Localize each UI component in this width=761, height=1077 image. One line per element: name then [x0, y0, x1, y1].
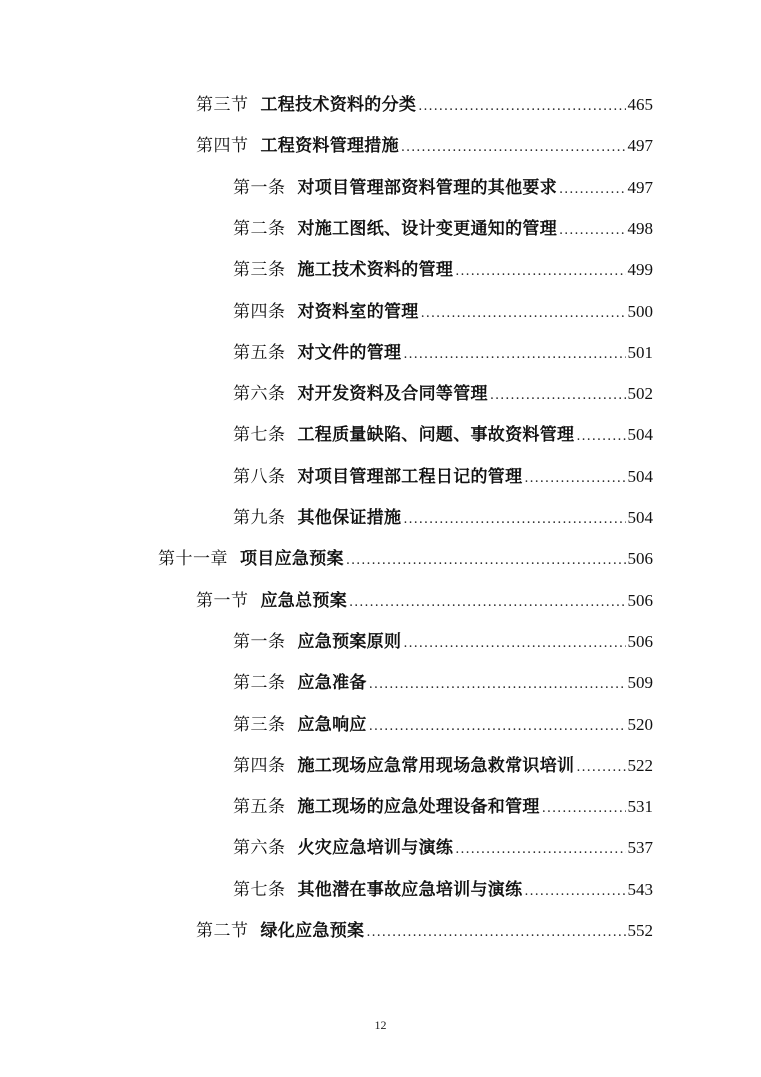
toc-entry-label: 第二条: [233, 673, 286, 694]
toc-entry[interactable]: [233, 875, 653, 905]
toc-entry-page: 497: [627, 136, 653, 156]
toc-entry[interactable]: [233, 751, 653, 781]
toc-entry-label: 第九条: [233, 508, 286, 528]
toc-entry-title: 施工技术资料的管理: [297, 260, 454, 281]
dot-leader: [455, 257, 625, 287]
dot-leader: [542, 794, 626, 824]
toc-entry-label: 第五条: [233, 342, 286, 363]
toc-entry-page: 531: [627, 797, 653, 817]
toc-entry-page: 502: [627, 384, 653, 404]
toc-entry[interactable]: [233, 792, 653, 822]
toc-entry-title: 其他保证措施: [297, 508, 402, 528]
toc-entry-title: 对开发资料及合同等管理: [297, 384, 488, 405]
toc-entry-label: 第一条: [233, 631, 286, 652]
toc-entry[interactable]: [233, 627, 653, 657]
dot-leader: [421, 299, 626, 329]
toc-entry-label: 第七条: [233, 425, 286, 446]
toc-entry-label: 第二条: [233, 218, 286, 239]
toc-entry[interactable]: [196, 916, 653, 946]
toc-entry-title: 其他潜在事故应急培训与演练: [297, 879, 523, 900]
toc-entry-label: 第一条: [233, 177, 286, 198]
dot-leader: [403, 340, 625, 370]
toc-entry[interactable]: [233, 297, 653, 327]
toc-entry-label: 第十一章: [158, 549, 228, 570]
toc-entry-page: 504: [627, 508, 653, 527]
toc-entry-title: 绿化应急预案: [260, 921, 365, 941]
toc-entry[interactable]: [233, 420, 653, 450]
toc-entry[interactable]: [233, 462, 653, 492]
toc-entry-page: 506: [627, 631, 653, 651]
toc-entry[interactable]: [196, 90, 653, 120]
toc-entry-title: 应急响应: [297, 714, 367, 735]
dot-leader: [403, 629, 625, 659]
toc-entry-page: 506: [627, 549, 653, 569]
dot-leader: [576, 422, 625, 452]
toc-entry-title: 工程技术资料的分类: [260, 95, 417, 115]
toc-entry[interactable]: [158, 544, 653, 574]
toc-entry[interactable]: [233, 379, 653, 409]
toc-entry-title: 对项目管理部工程日记的管理: [297, 466, 523, 487]
dot-leader: [455, 835, 625, 865]
dot-leader: [346, 546, 626, 576]
toc-entry-page: 498: [627, 218, 653, 238]
toc-entry[interactable]: [233, 710, 653, 740]
toc-entry-title: 对资料室的管理: [297, 301, 419, 322]
toc-entry-title: 应急准备: [297, 673, 367, 694]
dot-leader: [418, 92, 625, 122]
toc-entry-page: 520: [627, 714, 653, 734]
toc-entry[interactable]: [233, 668, 653, 698]
toc-entry-page: 499: [627, 260, 653, 280]
toc-entry-title: 火灾应急培训与演练: [297, 838, 454, 859]
toc-entry[interactable]: [233, 173, 653, 203]
toc-entry-title: 对项目管理部资料管理的其他要求: [297, 177, 557, 198]
toc-entry-title: 应急预案原则: [297, 631, 402, 652]
dot-leader: [369, 712, 626, 742]
toc-entry-page: 497: [627, 177, 653, 197]
toc-entry-title: 施工现场应急常用现场急救常识培训: [297, 755, 575, 776]
toc-entry-page: 506: [627, 590, 653, 610]
toc-entry-title: 工程资料管理措施: [260, 136, 399, 157]
dot-leader: [576, 753, 625, 783]
toc-entry-title: 对文件的管理: [297, 342, 402, 363]
dot-leader: [401, 133, 626, 163]
dot-leader: [559, 216, 626, 246]
toc-entry[interactable]: [233, 833, 653, 863]
dot-leader: [490, 381, 626, 411]
toc-entry[interactable]: [196, 586, 653, 616]
toc-entry-label: 第三节: [196, 95, 249, 115]
toc-entry-label: 第二节: [196, 921, 249, 941]
toc-entry-label: 第八条: [233, 466, 286, 487]
toc-entry-page: 501: [627, 342, 653, 362]
dot-leader: [369, 670, 626, 700]
toc-entry-label: 第三条: [233, 714, 286, 735]
toc-entry-label: 第三条: [233, 260, 286, 281]
toc-entry-label: 第六条: [233, 838, 286, 859]
toc-entry-label: 第七条: [233, 879, 286, 900]
toc-entry-title: 应急总预案: [260, 590, 347, 611]
toc-entry-title: 项目应急预案: [240, 549, 344, 570]
toc-entry-page: 543: [627, 879, 653, 899]
toc-entry-page: 500: [627, 301, 653, 321]
toc-entry-page: 537: [627, 838, 653, 858]
toc-entry-page: 522: [627, 755, 653, 775]
dot-leader: [403, 505, 625, 535]
toc-entry-page: 504: [627, 425, 653, 445]
toc-entry-page: 509: [627, 673, 653, 693]
dot-leader: [366, 918, 625, 948]
dot-leader: [559, 175, 626, 205]
toc-entry-title: 对施工图纸、设计变更通知的管理: [297, 218, 557, 239]
toc-entry-label: 第一节: [196, 590, 249, 611]
toc-entry-label: 第五条: [233, 797, 286, 818]
dot-leader: [524, 464, 625, 494]
toc-entry-page: 465: [627, 95, 653, 114]
toc-entry-page: 504: [627, 466, 653, 486]
toc-entry-label: 第六条: [233, 384, 286, 405]
toc-entry-title: 施工现场的应急处理设备和管理: [297, 797, 540, 818]
toc-entry[interactable]: [233, 214, 653, 244]
toc-entry-label: 第四节: [196, 136, 249, 157]
page-number: 12: [374, 1018, 387, 1032]
toc-entry-label: 第四条: [233, 301, 286, 322]
toc-entry[interactable]: [196, 131, 653, 161]
toc-entry-label: 第四条: [233, 755, 286, 776]
dot-leader: [349, 588, 626, 618]
dot-leader: [524, 877, 625, 907]
toc-entry[interactable]: [233, 255, 653, 285]
toc-entry-page: 552: [627, 921, 653, 940]
toc-entry[interactable]: [233, 338, 653, 368]
toc-entry[interactable]: [233, 503, 653, 533]
toc-entry-title: 工程质量缺陷、问题、事故资料管理: [297, 425, 575, 446]
